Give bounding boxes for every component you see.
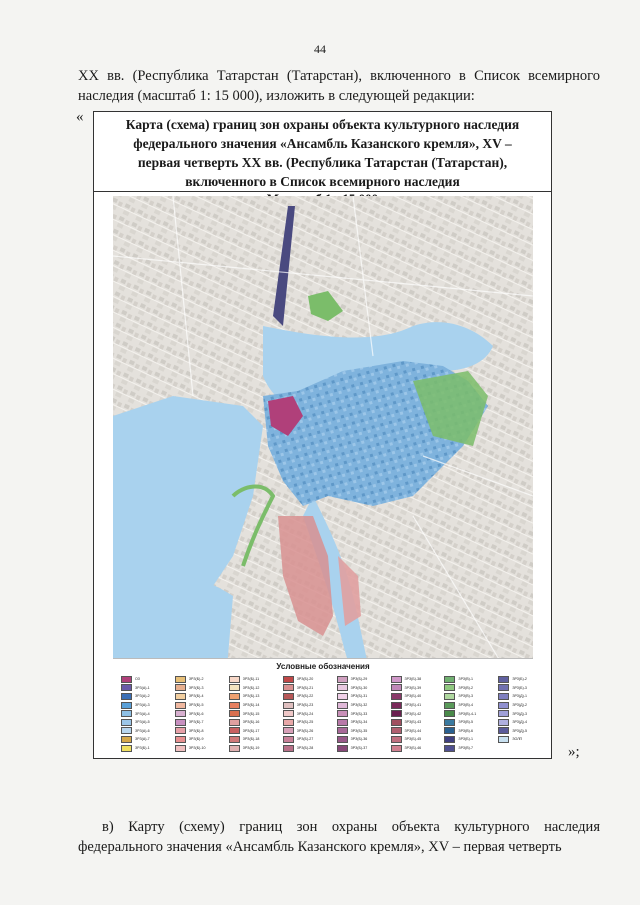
legend-label: ЗРЗ(Б)-40	[404, 694, 422, 699]
legend-swatch	[391, 727, 402, 734]
legend-label: ЗРЗ(Б)-1	[135, 746, 150, 751]
legend-swatch	[391, 676, 402, 683]
legend-swatch	[229, 745, 240, 752]
legend-swatch	[391, 710, 402, 717]
legend-item	[391, 684, 441, 693]
legend-item	[283, 684, 333, 693]
legend-swatch	[175, 693, 186, 700]
legend-swatch	[337, 710, 348, 717]
legend-label: ЗРЗ(Б)-22	[296, 694, 314, 699]
legend-swatch	[391, 719, 402, 726]
legend-item	[283, 709, 333, 718]
legend-item	[121, 718, 171, 727]
legend-swatch	[337, 719, 348, 726]
legend-label: ЗРЗ(Б)-1	[458, 737, 474, 742]
legend-swatch	[391, 702, 402, 709]
legend-label: ЗРЗ(Б)-25	[296, 720, 314, 725]
legend-grid	[121, 675, 527, 752]
legend-swatch	[337, 727, 348, 734]
legend-swatch	[498, 684, 509, 691]
legend-swatch	[337, 702, 348, 709]
legend-swatch	[444, 710, 455, 717]
legend-swatch	[175, 710, 186, 717]
legend-item	[444, 684, 494, 693]
legend-label: ЗРЗ(А)-5	[135, 720, 150, 725]
legend-item	[229, 684, 279, 693]
legend-swatch	[283, 676, 294, 683]
legend-item	[337, 675, 387, 684]
legend-item	[283, 727, 333, 736]
legend-label: ЗРЗ(Б)-42	[404, 711, 422, 716]
legend-swatch	[498, 710, 509, 717]
legend-swatch	[283, 710, 294, 717]
legend-label: ЗРЗ(Б)-46	[404, 746, 422, 751]
legend-title: Условные обозначения	[276, 662, 370, 671]
page-number: 44	[314, 42, 326, 56]
legend-item	[444, 735, 494, 744]
legend-swatch	[283, 719, 294, 726]
legend-label: ЗРЗ(Б)-44	[404, 728, 422, 733]
legend-item	[175, 744, 225, 753]
legend-label: ЗРЗ(Б)-31	[350, 694, 368, 699]
legend-label: ЗРЗ(Б)-9	[188, 737, 204, 742]
legend-label: ЗРЗ(Б)-18	[242, 737, 260, 742]
legend-item	[444, 675, 494, 684]
legend-label: ЗРЗ(В)-3	[458, 694, 474, 699]
legend-item	[229, 744, 279, 753]
legend-item	[283, 701, 333, 710]
legend-swatch	[337, 684, 348, 691]
opening-quote: «	[76, 109, 84, 125]
legend-item	[283, 692, 333, 701]
legend-item	[391, 675, 441, 684]
legend-item	[337, 727, 387, 736]
legend-swatch	[498, 736, 509, 743]
legend-label: ЗРЗ(Д)-1	[512, 694, 527, 699]
legend-item	[175, 684, 225, 693]
legend-item	[175, 692, 225, 701]
legend-item	[337, 701, 387, 710]
legend-item	[498, 735, 527, 744]
legend-item	[391, 744, 441, 753]
legend-item	[229, 675, 279, 684]
legend-label: ЗРЗ(Б)-33	[350, 711, 368, 716]
legend-swatch	[175, 727, 186, 734]
legend-swatch	[337, 745, 348, 752]
legend-label: ЗРЗ(А)-6	[135, 728, 150, 733]
intro-paragraph: XX вв. (Республика Татарстан (Татарстан), включенного в Список всемирного наследия (масштаб 1: 15 000), изложить в следующей редакции:	[78, 68, 600, 104]
legend-item	[229, 692, 279, 701]
legend-swatch	[121, 736, 132, 743]
legend-swatch	[229, 702, 240, 709]
legend-item	[121, 727, 171, 736]
map-title-line: первая четверть XX вв. (Республика Татарстан (Татарстан),	[137, 155, 508, 170]
legend-item	[391, 692, 441, 701]
legend-swatch	[283, 745, 294, 752]
legend-swatch	[121, 745, 132, 752]
legend-item	[121, 735, 171, 744]
legend-swatch	[121, 719, 132, 726]
legend-label: ЗРЗ(Б)-2	[512, 677, 527, 682]
legend-item	[229, 718, 279, 727]
legend-item	[391, 727, 441, 736]
legend-swatch	[498, 727, 509, 734]
legend-swatch	[175, 684, 186, 691]
legend-item	[391, 701, 441, 710]
legend-swatch	[391, 684, 402, 691]
legend-swatch	[444, 727, 455, 734]
legend-label: ЗРЗ(Б)-3	[188, 685, 204, 690]
legend-label: ЗРЗ(В)-4-1	[458, 711, 477, 716]
legend-label: ЗРЗ(Б)-23	[296, 703, 314, 708]
map-legend	[113, 658, 533, 757]
legend-swatch	[229, 736, 240, 743]
legend-item	[175, 718, 225, 727]
legend-swatch	[283, 693, 294, 700]
legend-item	[229, 709, 279, 718]
legend-swatch	[283, 736, 294, 743]
legend-swatch	[337, 736, 348, 743]
legend-item	[337, 744, 387, 753]
legend-label: ЗРЗ(Б)-14	[242, 703, 260, 708]
legend-swatch	[175, 676, 186, 683]
legend-label: ЗРЗ(Б)-6	[188, 711, 204, 716]
legend-label: ЗРЗ(В)-2	[458, 685, 474, 690]
legend-item	[121, 701, 171, 710]
legend-item	[498, 727, 527, 736]
legend-item	[121, 744, 171, 753]
legend-item	[498, 692, 527, 701]
legend-swatch	[444, 702, 455, 709]
legend-label: ЗРЗ(Б)-19	[242, 746, 260, 751]
legend-swatch	[283, 727, 294, 734]
legend-item	[391, 735, 441, 744]
legend-label: ЗРЗ(Д)-4	[512, 720, 527, 725]
legend-item	[283, 744, 333, 753]
legend-swatch	[444, 693, 455, 700]
legend-label: ЗРЗ(Д)-2	[512, 703, 527, 708]
legend-swatch	[444, 745, 455, 752]
legend-item	[283, 735, 333, 744]
legend-label: ЗРЗ(А)-3	[135, 703, 150, 708]
legend-swatch	[337, 693, 348, 700]
legend-item	[121, 692, 171, 701]
legend-item	[283, 718, 333, 727]
legend-swatch	[121, 702, 132, 709]
legend-label: ЗРЗ(Б)-35	[350, 728, 368, 733]
legend-label: ЗРЗ(Б)-30	[350, 685, 368, 690]
map-title-line: федерального значения «Ансамбль Казанского кремля», XV –	[133, 136, 512, 151]
legend-swatch	[121, 693, 132, 700]
legend-swatch	[229, 727, 240, 734]
legend-swatch	[391, 693, 402, 700]
closing-quote: »;	[568, 744, 580, 760]
legend-label: ЗРЗ(А)-4	[135, 711, 150, 716]
legend-item	[121, 675, 171, 684]
legend-label: ЗРЗ(А)-2	[135, 694, 150, 699]
legend-item	[175, 701, 225, 710]
legend-label: ЗРЗ(Б)-34	[350, 720, 368, 725]
legend-label: ЗРЗ(Б)-36	[350, 737, 368, 742]
legend-item	[175, 675, 225, 684]
legend-item	[391, 709, 441, 718]
legend-label: ЗРЗ(Б)-10	[188, 746, 206, 751]
map-title-line: включенного в Список всемирного наследия	[185, 174, 460, 189]
legend-swatch	[444, 676, 455, 683]
legend-label: ЗРЗ(А)-1	[135, 685, 150, 690]
legend-swatch	[498, 702, 509, 709]
legend-item	[498, 675, 527, 684]
legend-item	[121, 709, 171, 718]
legend-item	[337, 735, 387, 744]
legend-item	[229, 735, 279, 744]
legend-item	[444, 744, 494, 753]
legend-label: ЗРЗ(Б)-28	[296, 746, 314, 751]
legend-label: ОЗ	[135, 677, 140, 682]
legend-item	[337, 718, 387, 727]
legend-item	[444, 701, 494, 710]
legend-label: ЗРЗ(Б)-32	[350, 703, 368, 708]
legend-label: ЗРЗ(Б)-16	[242, 720, 260, 725]
legend-item	[175, 735, 225, 744]
legend-swatch	[337, 676, 348, 683]
legend-label: ЗРЗ(Б)-43	[404, 720, 422, 725]
legend-item	[337, 709, 387, 718]
legend-label: ЗРЗ(Б)-38	[404, 677, 422, 682]
legend-label: ЗРЗ(Б)-7	[188, 720, 204, 725]
legend-swatch	[121, 676, 132, 683]
legend-label: ЗРЗ(В)-4	[458, 703, 474, 708]
legend-swatch	[498, 719, 509, 726]
legend-swatch	[175, 702, 186, 709]
bottom-paragraph: в) Карту (схему) границ зон охраны объекта культурного наследия федерального значения «Ансамбль Казанского кремля», XV – первая четверть	[78, 819, 600, 855]
legend-swatch	[229, 693, 240, 700]
legend-item	[391, 718, 441, 727]
legend-item	[444, 718, 494, 727]
legend-item	[229, 727, 279, 736]
legend-label: ЗРЗ(Д)-5	[512, 728, 527, 733]
legend-swatch	[498, 676, 509, 683]
legend-label: ЗРЗ(Б)-17	[242, 728, 260, 733]
map-title-line: Карта (схема) границ зон охраны объекта культурного наследия	[125, 117, 520, 132]
legend-item	[498, 709, 527, 718]
legend-label: ЗРЗ(Б)-3	[512, 685, 527, 690]
legend-swatch	[444, 684, 455, 691]
legend-item	[175, 709, 225, 718]
legend-label: ЗРЗ(Б)-26	[296, 728, 314, 733]
legend-label: ЗРЗ(А)-7	[135, 737, 150, 742]
legend-swatch	[121, 684, 132, 691]
legend-label: ЗРЗ(Б)-8	[188, 728, 204, 733]
legend-label: ЗРЗ(Б)-24	[296, 711, 314, 716]
legend-label: ЗРЗ(В)-1	[458, 677, 474, 682]
legend-item	[444, 727, 494, 736]
legend-item	[498, 684, 527, 693]
legend-label: ЗРЗ(Б)-37	[350, 746, 368, 751]
legend-item	[337, 684, 387, 693]
legend-label: ЗРЗ(Б)-29	[350, 677, 368, 682]
legend-swatch	[229, 684, 240, 691]
legend-swatch	[283, 684, 294, 691]
legend-item	[444, 692, 494, 701]
legend-label: ЗРЗ(Б)-13	[242, 694, 260, 699]
legend-label: ЗРЗ(В)-7	[458, 746, 474, 751]
legend-item	[283, 675, 333, 684]
legend-item	[229, 701, 279, 710]
legend-label: ЗРЗ(Б)-45	[404, 737, 422, 742]
legend-swatch	[391, 736, 402, 743]
legend-label: ЗРЗ(Б)-11	[242, 677, 260, 682]
legend-label: ЗРЗ(Б)-21	[296, 685, 314, 690]
legend-label: ЗРЗ(Б)-5	[188, 703, 204, 708]
legend-label: ЗРЗ(Б)-2	[188, 677, 204, 682]
legend-swatch	[391, 745, 402, 752]
legend-label: ЗРЗ(Б)-15	[242, 711, 260, 716]
legend-label: ЗРЗ(Д)-3	[512, 711, 527, 716]
legend-item	[498, 718, 527, 727]
legend-swatch	[121, 727, 132, 734]
legend-label: ЗРЗ(В)-5	[458, 720, 474, 725]
legend-label: ЗОЛП	[512, 737, 523, 742]
legend-swatch	[444, 719, 455, 726]
legend-swatch	[121, 710, 132, 717]
legend-swatch	[175, 745, 186, 752]
legend-label: ЗРЗ(Б)-39	[404, 685, 422, 690]
legend-swatch	[444, 736, 455, 743]
legend-item	[498, 701, 527, 710]
legend-label: ЗРЗ(Б)-12	[242, 685, 260, 690]
legend-label: ЗРЗ(Б)-4	[188, 694, 204, 699]
legend-swatch	[175, 736, 186, 743]
legend-swatch	[175, 719, 186, 726]
legend-item	[175, 727, 225, 736]
legend-item	[444, 709, 494, 718]
legend-label: ЗРЗ(Б)-20	[296, 677, 314, 682]
legend-swatch	[283, 702, 294, 709]
legend-swatch	[229, 710, 240, 717]
legend-swatch	[229, 719, 240, 726]
legend-item	[121, 684, 171, 693]
legend-label: ЗРЗ(Б)-41	[404, 703, 422, 708]
legend-label: ЗРЗ(В)-6	[458, 728, 474, 733]
legend-swatch	[498, 693, 509, 700]
legend-label: ЗРЗ(Б)-27	[296, 737, 314, 742]
map-title	[94, 112, 551, 192]
legend-swatch	[229, 676, 240, 683]
legend-item	[337, 692, 387, 701]
